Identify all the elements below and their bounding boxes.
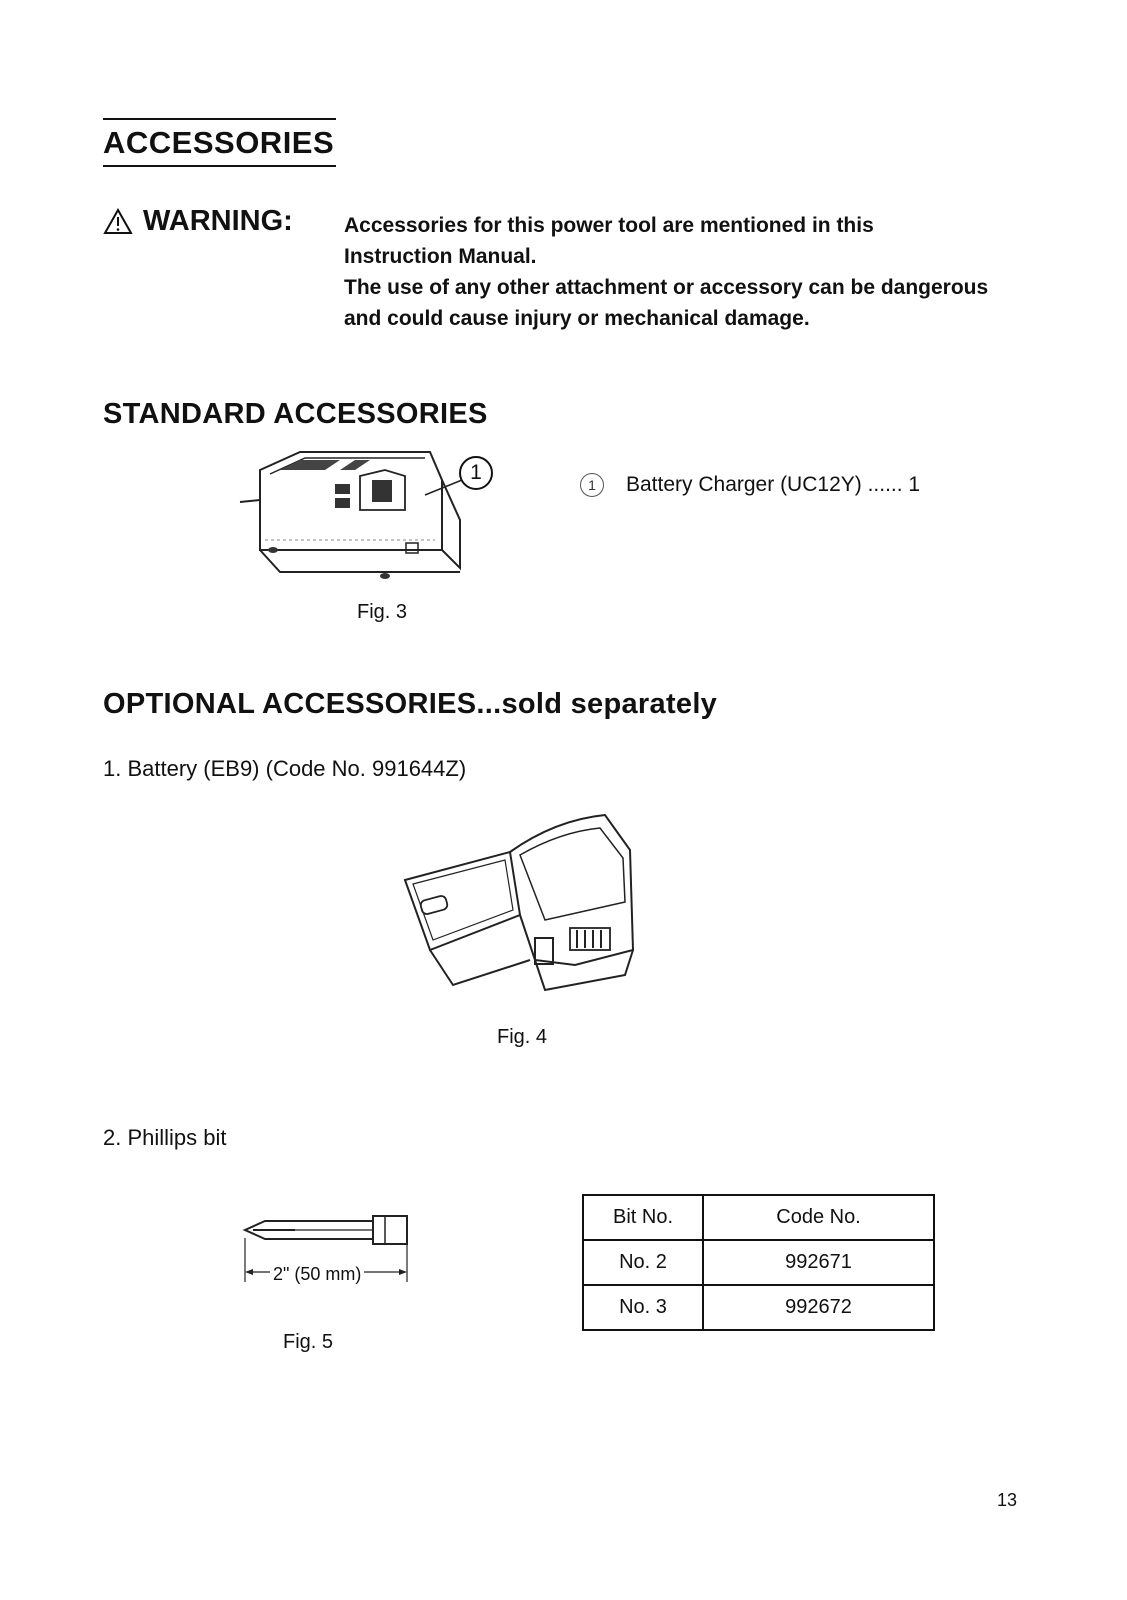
battery-illustration xyxy=(395,810,645,1000)
optional-item-battery: 1. Battery (EB9) (Code No. 991644Z) xyxy=(103,756,467,781)
callout-1 xyxy=(459,456,493,490)
table-row xyxy=(583,1285,934,1330)
figure-caption: Fig. 3 xyxy=(357,601,408,623)
standard-accessories-title: STANDARD ACCESSORIES xyxy=(103,398,488,430)
figure-caption: Fig. 4 xyxy=(497,1026,548,1048)
table-header-cell: Bit No. xyxy=(583,1195,703,1240)
optional-item-phillips-bit: 2. Phillips bit xyxy=(103,1125,227,1150)
warning-text xyxy=(344,210,1044,334)
bit-dimension-label: 2" (50 mm) xyxy=(270,1264,364,1285)
table-header-cell: Code No. xyxy=(703,1195,934,1240)
warning-line: Accessories for this power tool are mentioned in this xyxy=(344,214,874,237)
warning-line: and could cause injury or mechanical damage. xyxy=(344,307,810,330)
table-cell: No. 3 xyxy=(583,1285,703,1330)
item-text: Battery Charger (UC12Y) ...... 1 xyxy=(626,473,921,496)
callout-number: 1 xyxy=(470,461,482,484)
table-header-row xyxy=(583,1195,934,1240)
page-number: 13 xyxy=(996,1490,1017,1510)
table-row xyxy=(583,1240,934,1285)
page-title: ACCESSORIES xyxy=(103,118,336,167)
bit-code-table xyxy=(582,1194,935,1331)
warning-label-text: WARNING: xyxy=(143,205,293,237)
warning-line: The use of any other attachment or accessory can be dangerous xyxy=(344,276,989,299)
warning-triangle-icon xyxy=(103,208,133,235)
table-cell: No. 2 xyxy=(583,1240,703,1285)
warning-label xyxy=(103,205,293,238)
standard-accessory-item xyxy=(580,473,920,497)
battery-charger-illustration xyxy=(230,440,500,590)
warning-line: Instruction Manual. xyxy=(344,245,537,268)
table-cell: 992671 xyxy=(703,1240,934,1285)
figure-caption: Fig. 5 xyxy=(283,1331,334,1353)
table-cell: 992672 xyxy=(703,1285,934,1330)
optional-accessories-title: OPTIONAL ACCESSORIES...sold separately xyxy=(103,688,718,720)
item-number-icon: 1 xyxy=(580,473,604,497)
